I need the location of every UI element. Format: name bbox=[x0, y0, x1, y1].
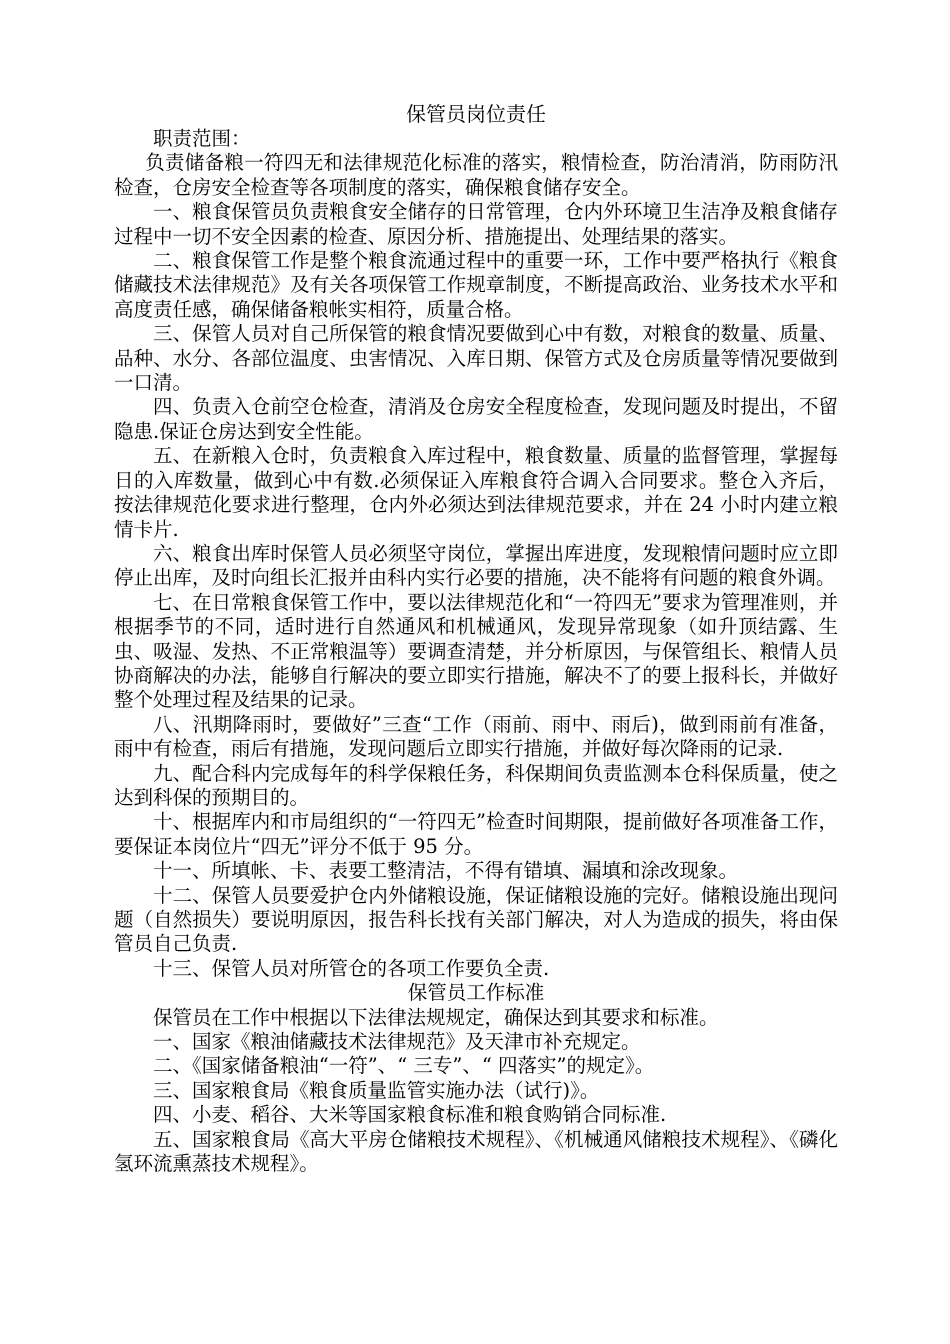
duty-item-8: 八、汛期降雨时，要做好”三查“工作（雨前、雨中、雨后)，做到雨前有准备，雨中有检查，雨后有措施，发现问题后立即实行措施，并做好每次降雨的记录. bbox=[114, 712, 838, 761]
document-page bbox=[114, 101, 838, 1176]
duty-item-1: 一、粮食保管员负责粮食安全储存的日常管理，仓内外环境卫生洁净及粮食储存过程中一切不安全因素的检查、原因分析、措施提出、处理结果的落实。 bbox=[114, 200, 838, 248]
standards-title: 保管员工作标准 bbox=[407, 981, 545, 1005]
standard-item-3: 三、国家粮食局《粮食质量监管实施办法（试行)》。 bbox=[153, 1078, 600, 1102]
duty-item-13: 十三、保管人员对所管仓的各项工作要负全责. bbox=[153, 956, 550, 980]
duty-item-7: 七、在日常粮食保管工作中，要以法律规范化和“一符四无”要求为管理准则，并根据季节的不同，适时进行自然通风和机械通风，发现异常现象（如升顶结露、生虫、吸湿、发热、不正常粮温等）要调查清楚，并分析原因，与保管组长、粮情人员协商解决的办法，能够自行解决的要立即实行措施，解决不了的要上报科长，并做好整个处理过程及结果的记录。 bbox=[114, 590, 838, 712]
duty-item-6: 六、粮食出库时保管人员必须坚守岗位，掌握出库进度，发现粮情问题时应立即停止出库，及时向组长汇报并由科内实行必要的措施，决不能将有问题的粮食外调。 bbox=[114, 541, 838, 590]
duty-item-11: 十一、所填帐、卡、表要工整清洁，不得有错填、漏填和涂改现象。 bbox=[153, 859, 739, 883]
duty-item-5: 五、在新粮入仓时，负责粮食入库过程中，粮食数量、质量的监督管理，掌握每日的入库数量，做到心中有数.必须保证入库粮食符合调入合同要求。整仓入齐后，按法律规范化要求进行整理，仓内外必须达到法律规范要求，并在 24 小时内建立粮情卡片. bbox=[114, 444, 838, 541]
document-title: 保管员岗位责任 bbox=[406, 102, 546, 126]
duty-item-4: 四、负责入仓前空仓检查，清消及仓房安全程度检查，发现问题及时提出，不留隐患.保证仓房达到安全性能。 bbox=[114, 395, 838, 443]
scope-heading: 职责范围： bbox=[153, 127, 251, 150]
standard-item-1: 一、国家《粮油储藏技术法律规范》及天津市补充规定。 bbox=[153, 1030, 641, 1054]
duty-item-2: 二、粮食保管工作是整个粮食流通过程中的重要一环，工作中要严格执行《粮食储藏技术法律规范》及有关各项保管工作规章制度，不断提高政治、业务技术水平和高度责任感，确保储备粮帐实相符，质量合格。 bbox=[114, 249, 838, 321]
scope-intro: 负责储备粮一符四无和法律规范化标准的落实，粮情检查，防治清消，防雨防汛检查，仓房安全检查等各项制度的落实，确保粮食储存安全。 bbox=[114, 151, 838, 199]
standard-item-2: 二、《国家储备粮油“一符”、“ 三专”、“ 四落实”的规定》。 bbox=[153, 1054, 655, 1078]
duty-item-3: 三、保管人员对自己所保管的粮食情况要做到心中有数，对粮食的数量、质量、品种、水分、各部位温度、虫害情况、入库日期、保管方式及仓房质量等情况要做到一口清。 bbox=[114, 322, 838, 395]
duty-item-9: 九、配合科内完成每年的科学保粮任务，科保期间负责监测本仓科保质量，使之达到科保的预期目的。 bbox=[114, 761, 838, 809]
duty-item-10: 十、根据库内和市局组织的“一符四无”检查时间期限，提前做好各项准备工作，要保证本岗位片“四无”评分不低于 95 分。 bbox=[114, 810, 838, 858]
standards-intro: 保管员在工作中根据以下法律法规规定，确保达到其要求和标准。 bbox=[153, 1005, 719, 1029]
duty-item-12: 十二、保管人员要爱护仓内外储粮设施，保证储粮设施的完好。储粮设施出现问题（自然损失）要说明原因，报告科长找有关部门解决，对人为造成的损失，将由保管员自己负责. bbox=[114, 883, 838, 956]
standard-item-4: 四、小麦、稻谷、大米等国家粮食标准和粮食购销合同标准. bbox=[153, 1103, 667, 1127]
standard-item-5: 五、国家粮食局《高大平房仓储粮技术规程》、《机械通风储粮技术规程》、《磷化氢环流熏蒸技术规程》。 bbox=[114, 1127, 838, 1176]
